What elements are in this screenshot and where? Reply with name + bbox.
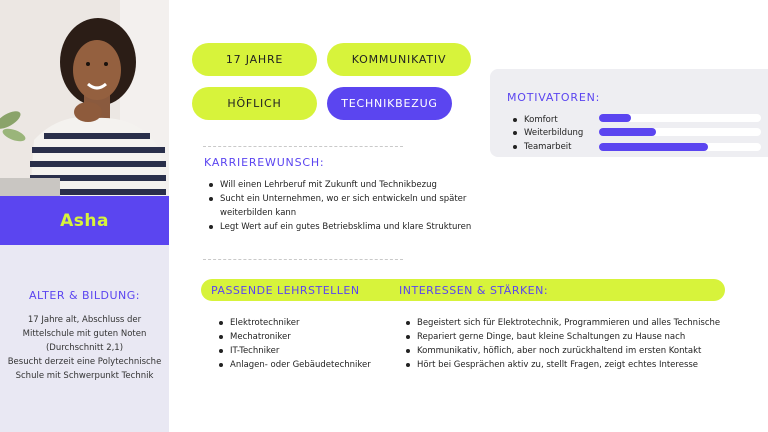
motivators-title: MOTIVATOREN: bbox=[507, 91, 601, 104]
bullet-icon bbox=[513, 118, 517, 122]
tag-age: 17 JAHRE bbox=[192, 43, 317, 76]
apprenticeships-list bbox=[218, 316, 393, 372]
list-item: Anlagen- oder Gebäudetechniker bbox=[218, 358, 393, 372]
profile-name: Asha bbox=[60, 210, 109, 231]
list-item: Will einen Lehrberuf mit Zukunft und Technikbezug bbox=[208, 178, 498, 192]
list-item: Sucht ein Unternehmen, wo er sich entwickeln und später weiterbilden kann bbox=[208, 192, 498, 220]
list-item: Elektrotechniker bbox=[218, 316, 393, 330]
list-item: Repariert gerne Dinge, baut kleine Schaltungen zu Hause nach bbox=[405, 330, 725, 344]
tag-polite: HÖFLICH bbox=[192, 87, 317, 120]
motivator-row bbox=[513, 142, 572, 152]
age-education-title: ALTER & BILDUNG: bbox=[29, 289, 140, 302]
apprenticeships-title: PASSENDE LEHRSTELLEN bbox=[211, 284, 360, 297]
tag-communicative: KOMMUNIKATIV bbox=[327, 43, 471, 76]
divider bbox=[203, 259, 403, 260]
name-banner bbox=[0, 196, 169, 245]
motivator-bar bbox=[599, 128, 761, 136]
divider bbox=[203, 146, 403, 147]
age-education-line: 17 Jahre alt, Abschluss der bbox=[27, 315, 142, 325]
person-illustration bbox=[0, 0, 169, 196]
interests-list bbox=[405, 316, 725, 372]
career-list bbox=[208, 178, 498, 234]
motivator-row bbox=[513, 128, 583, 138]
profile-photo bbox=[0, 0, 169, 196]
motivator-row bbox=[513, 115, 558, 125]
motivator-label: Weiterbildung bbox=[524, 128, 584, 138]
tag-tech: TECHNIKBEZUG bbox=[327, 87, 452, 120]
motivator-bar-fill bbox=[599, 128, 656, 136]
age-education-text bbox=[4, 313, 165, 383]
motivator-label: Komfort bbox=[524, 115, 558, 125]
list-item: Begeistert sich für Elektrotechnik, Programmieren und alles Technische bbox=[405, 316, 725, 330]
bullet-icon bbox=[513, 131, 517, 135]
motivator-bar bbox=[599, 143, 761, 151]
motivator-bar-fill bbox=[599, 143, 708, 151]
career-title: KARRIEREWUNSCH: bbox=[204, 156, 325, 169]
list-item: Mechatroniker bbox=[218, 330, 393, 344]
age-education-line: Schule mit Schwerpunkt Technik bbox=[15, 371, 154, 381]
motivator-bar bbox=[599, 114, 761, 122]
list-item: Legt Wert auf ein gutes Betriebsklima und klare Strukturen bbox=[208, 220, 498, 234]
age-education-line: (Durchschnitt 2,1) bbox=[45, 343, 124, 353]
interests-title: INTERESSEN & STÄRKEN: bbox=[399, 284, 549, 297]
list-item: IT-Techniker bbox=[218, 344, 393, 358]
age-education-line: Mittelschule mit guten Noten bbox=[22, 329, 147, 339]
age-education-line: Besucht derzeit eine Polytechnische bbox=[7, 357, 162, 367]
bullet-icon bbox=[513, 145, 517, 149]
list-item: Kommunikativ, höflich, aber noch zurückhaltend im ersten Kontakt bbox=[405, 344, 725, 358]
motivator-label: Teamarbeit bbox=[524, 142, 572, 152]
motivator-bar-fill bbox=[599, 114, 631, 122]
list-item: Hört bei Gesprächen aktiv zu, stellt Fragen, zeigt echtes Interesse bbox=[405, 358, 725, 372]
